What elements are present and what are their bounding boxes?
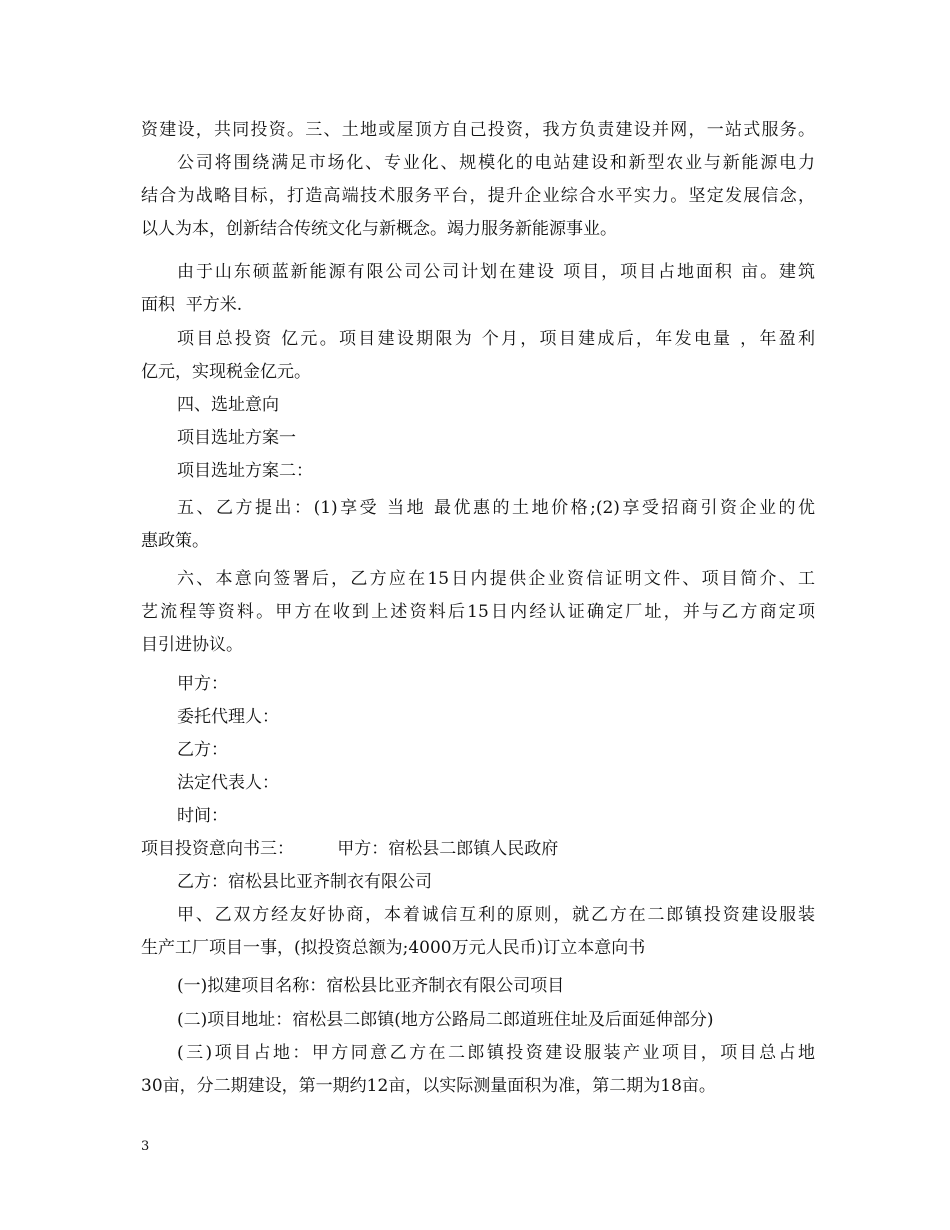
body-line-15: 艺流程等资料。甲方在收到上述资料后15日内经认证确定厂址，并与乙方商定项 (141, 602, 815, 622)
body-line-24: 甲、乙双方经友好协商，本着诚信互利的原则，就乙方在二郎镇投资建设服装 (177, 905, 815, 925)
party-a-label: 甲方： (177, 674, 228, 694)
project-area-line: (三)项目占地：甲方同意乙方在二郎镇投资建设服装产业项目，项目总占地 (177, 1043, 815, 1063)
body-line-13: 惠政策。 (141, 531, 209, 551)
project-address-line: (二)项目地址：宿松县二郎镇(地方公路局二郎道班住址及后面延伸部分) (177, 1010, 714, 1030)
project-name-line: (一)拟建项目名称：宿松县比亚齐制衣有限公司项目 (177, 976, 565, 996)
body-line-2: 公司将围绕满足市场化、专业化、规模化的电站建设和新型农业与新能源电力 (177, 153, 815, 173)
body-line-8: 亿元，实现税金亿元。 (141, 362, 311, 382)
site-option-2: 项目选址方案二： (177, 461, 313, 481)
body-line-6: 面积 平方米. (141, 295, 243, 315)
agent-label: 委托代理人： (177, 707, 279, 727)
body-line-7: 项目总投资 亿元。项目建设期限为 个月，项目建成后，年发电量 ，年盈利 (177, 329, 815, 349)
body-line-4: 以人为本，创新结合传统文化与新概念。竭力服务新能源事业。 (141, 219, 617, 239)
party-b-company: 乙方：宿松县比亚齐制衣有限公司 (177, 872, 432, 892)
party-b-label: 乙方： (177, 740, 228, 760)
project-area-line-2: 30亩，分二期建设，第一期约12亩，以实际测量面积为准，第二期为18亩。 (141, 1076, 716, 1096)
body-line-1: 资建设，共同投资。三、土地或屋顶方自己投资，我方负责建设并网，一站式服务。 (141, 120, 815, 140)
body-line-5: 由于山东硕蓝新能源有限公司公司计划在建设 项目，项目占地面积 亩。建筑 (177, 262, 815, 282)
legal-rep-label: 法定代表人： (177, 773, 279, 793)
site-option-1: 项目选址方案一 (177, 428, 296, 448)
body-line-25: 生产工厂项目一事，(拟投资总额为;4000万元人民币)订立本意向书 (141, 938, 646, 958)
body-line-3: 结合为战略目标，打造高端技术服务平台，提升企业综合水平实力。坚定发展信念， (141, 186, 815, 206)
page-number: 3 (141, 1139, 150, 1154)
section-heading-4: 四、选址意向 (177, 395, 279, 415)
body-line-14: 六、本意向签署后，乙方应在15日内提供企业资信证明文件、项目简介、工 (177, 569, 815, 589)
section-title-letter-3: 项目投资意向书三： 甲方：宿松县二郎镇人民政府 (141, 839, 559, 859)
date-label: 时间： (177, 806, 228, 826)
body-line-16: 目引进协议。 (141, 635, 243, 655)
body-line-12: 五、乙方提出：(1)享受 当地 最优惠的土地价格;(2)享受招商引资企业的优 (177, 498, 815, 518)
